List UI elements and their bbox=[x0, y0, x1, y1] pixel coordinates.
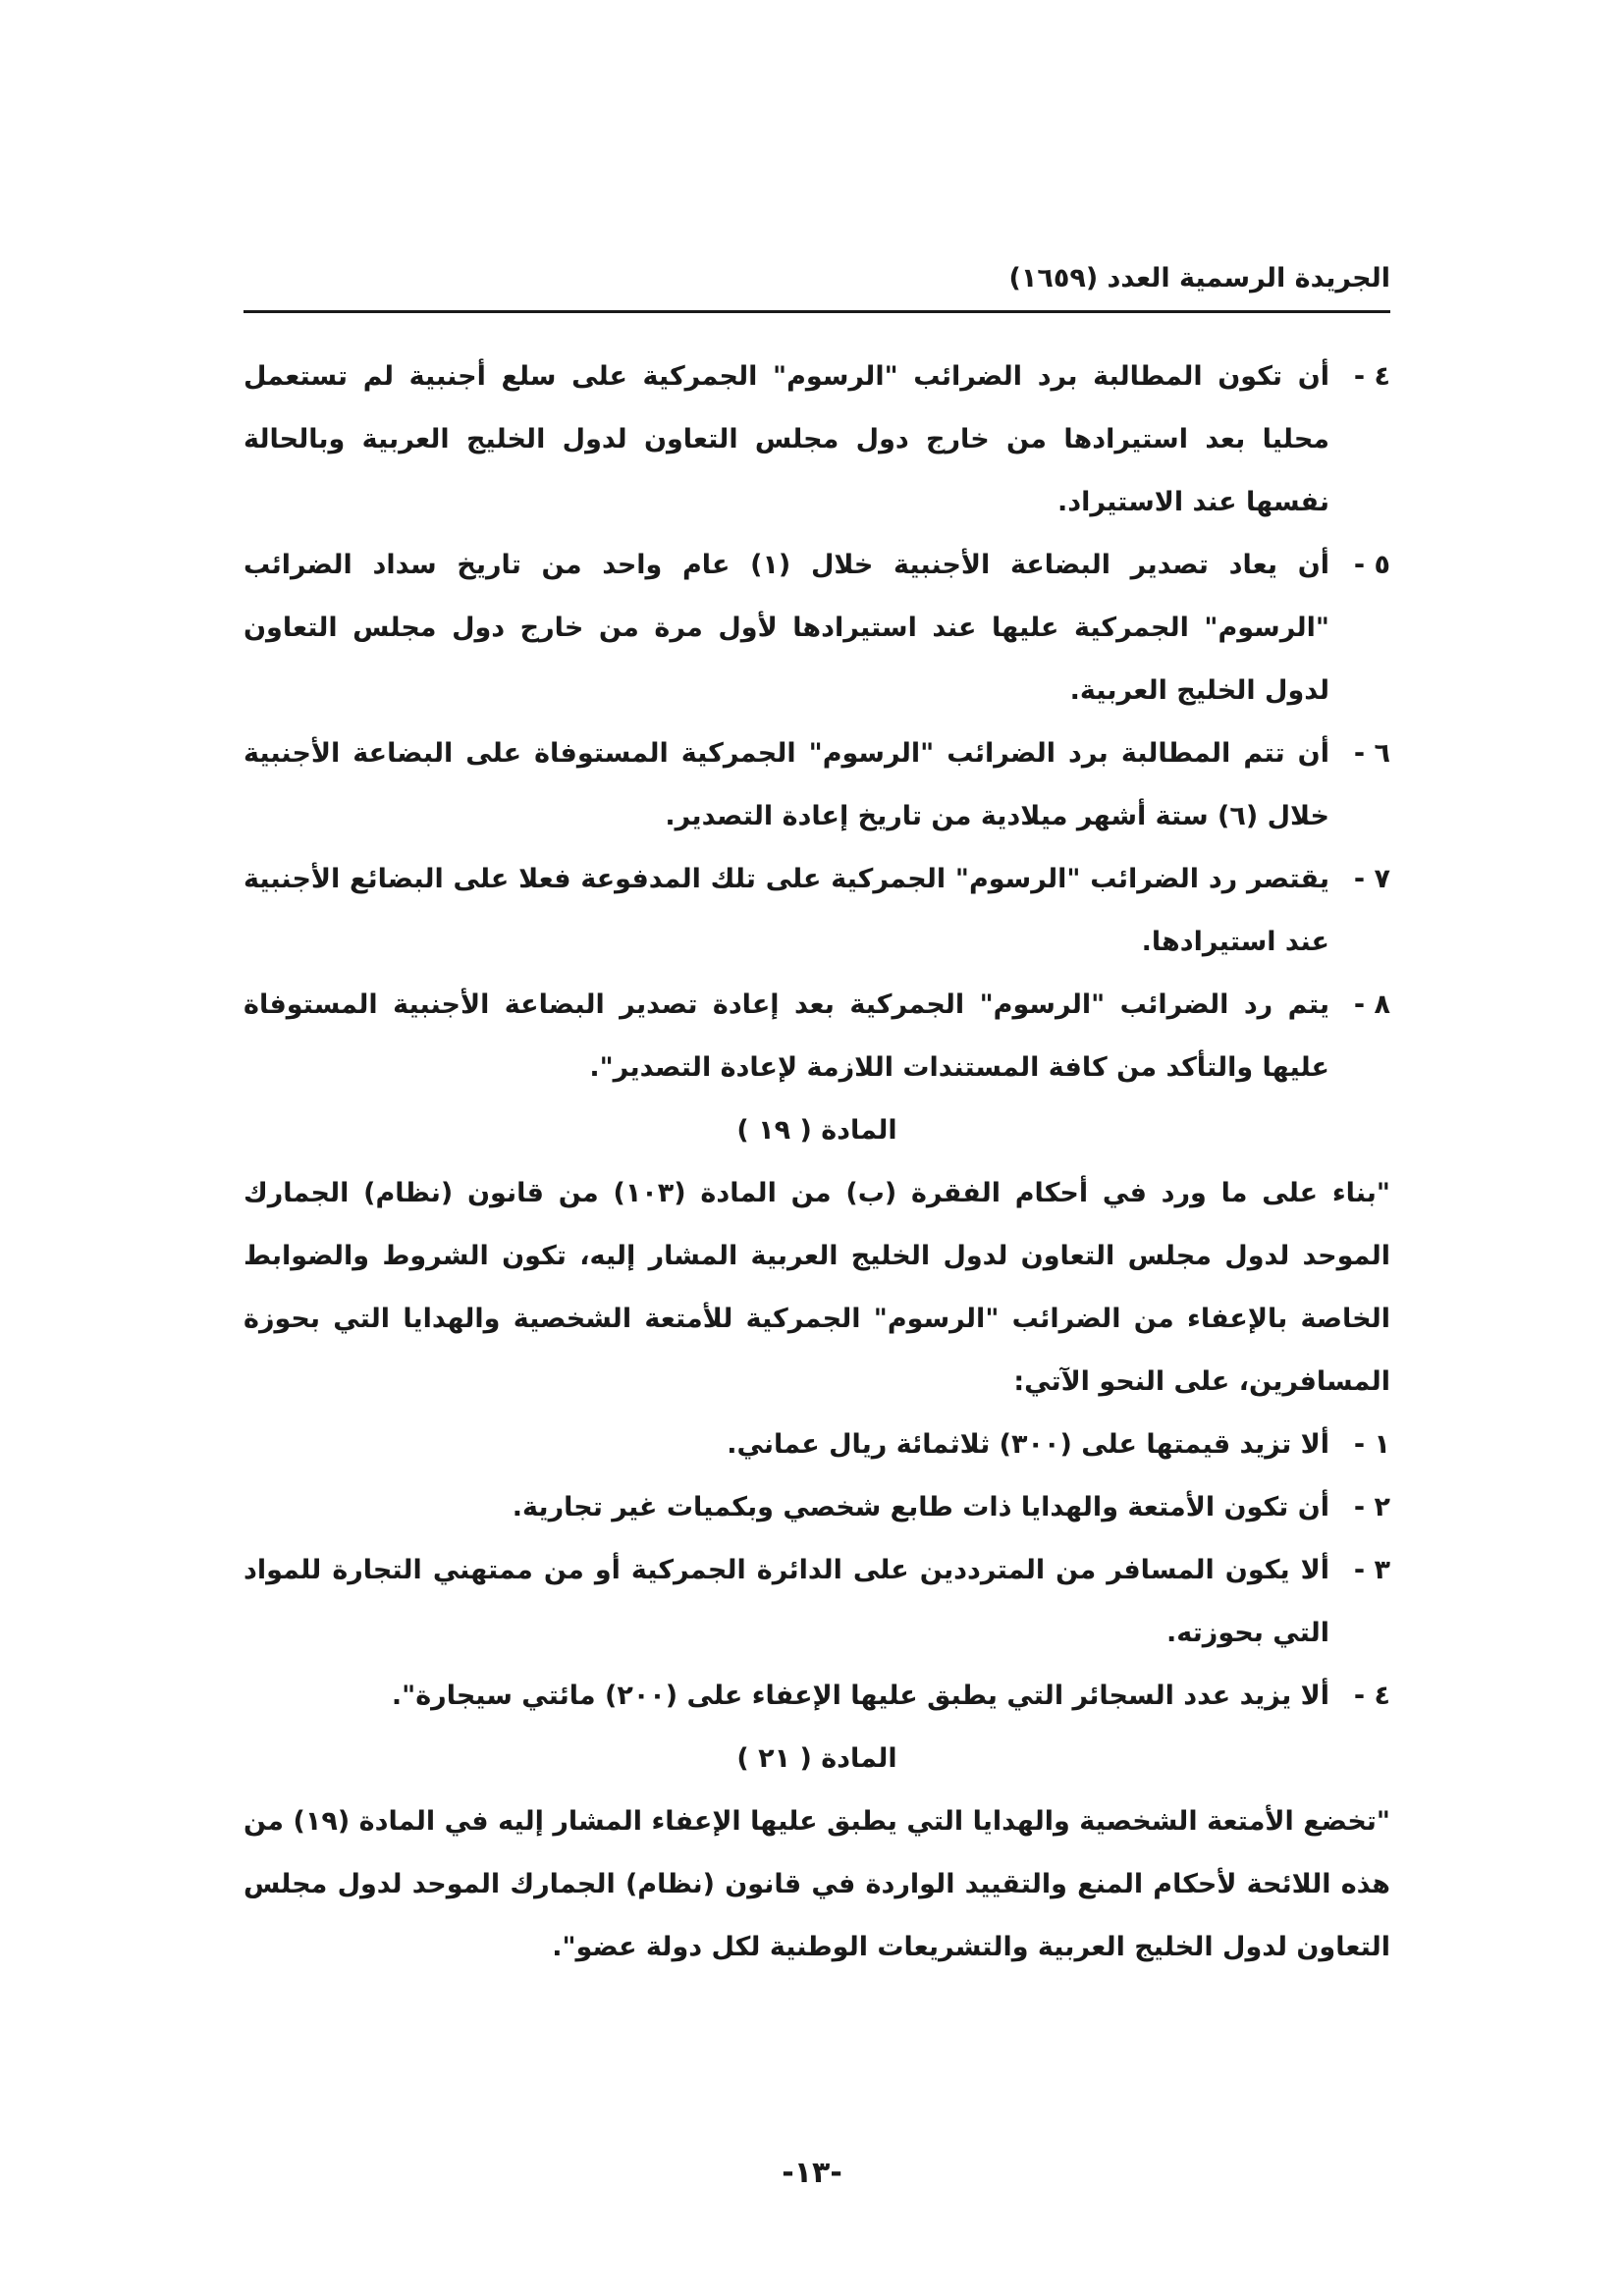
list-item bbox=[244, 346, 1390, 534]
item-text: أن تكون الأمتعة والهدايا ذات طابع شخصي وبكميات غير تجارية. bbox=[512, 1492, 1329, 1522]
item-text: ألا يكون المسافر من المترددين على الدائرة الجمركية أو من ممتهني التجارة للمواد التي بحوزته. bbox=[244, 1555, 1329, 1648]
item-text: أن تتم المطالبة برد الضرائب "الرسوم" الجمركية المستوفاة على البضاعة الأجنبية خلال (٦) ستة أشهر ميلادية من تاريخ إعادة التصدير. bbox=[244, 738, 1329, 831]
item-number: ٧ - bbox=[1353, 864, 1390, 894]
item-text: ألا تزيد قيمتها على (٣٠٠) ثلاثمائة ريال عماني. bbox=[727, 1429, 1329, 1460]
item-text: ألا يزيد عدد السجائر التي يطبق عليها الإعفاء على (٢٠٠) مائتي سيجارة". bbox=[391, 1681, 1329, 1711]
page-number: -١٣- bbox=[782, 2156, 842, 2190]
main-content bbox=[244, 346, 1390, 1979]
article-19-intro: "بناء على ما ورد في أحكام الفقرة (ب) من المادة (١٠٣) من قانون (نظام) الجمارك الموحد لدول مجلس التعاون لدول الخليج العربية المشار إليه، تكون الشروط والضوابط الخاصة بالإعفاء من الضرائب "الرسوم" الجمركية للأمتعة الشخصية والهدايا التي بحوزة المسافرين، على النحو الآتي: bbox=[244, 1178, 1390, 1397]
item-text: يتم رد الضرائب "الرسوم" الجمركية بعد إعادة تصدير البضاعة الأجنبية المستوفاة عليها والتأكد من كافة المستندات اللازمة لإعادة التصدير". bbox=[244, 989, 1329, 1083]
item-number: ٨ - bbox=[1353, 989, 1390, 1020]
list-item bbox=[244, 1476, 1390, 1539]
list-item bbox=[244, 722, 1390, 848]
item-number: ٤ - bbox=[1353, 361, 1390, 392]
item-text: أن يعاد تصدير البضاعة الأجنبية خلال (١) عام واحد من تاريخ سداد الضرائب "الرسوم" الجمركية عليها عند استيرادها لأول مرة من خارج دول مجلس التعاون لدول الخليج العربية. bbox=[244, 550, 1329, 706]
exemption-conditions-list bbox=[244, 1414, 1390, 1728]
page-header bbox=[244, 257, 1390, 300]
list-item bbox=[244, 848, 1390, 974]
article-21-heading: المادة ( ٢١ ) bbox=[736, 1743, 897, 1774]
item-number: ٢ - bbox=[1353, 1492, 1390, 1522]
item-number: ٣ - bbox=[1353, 1555, 1390, 1585]
list-item bbox=[244, 1665, 1390, 1728]
item-text: يقتصر رد الضرائب "الرسوم" الجمركية على تلك المدفوعة فعلا على البضائع الأجنبية عند استيرادها. bbox=[244, 864, 1329, 957]
item-number: ٥ - bbox=[1353, 550, 1390, 580]
gazette-title: الجريدة الرسمية العدد (١٦٥٩) bbox=[1008, 263, 1390, 294]
item-number: ٦ - bbox=[1353, 738, 1390, 769]
conditions-list bbox=[244, 346, 1390, 1099]
list-item bbox=[244, 974, 1390, 1099]
list-item bbox=[244, 1414, 1390, 1476]
list-item bbox=[244, 1539, 1390, 1665]
list-item bbox=[244, 534, 1390, 722]
item-number: ٤ - bbox=[1353, 1681, 1390, 1711]
article-19-heading: المادة ( ١٩ ) bbox=[736, 1115, 897, 1146]
header-divider bbox=[244, 310, 1390, 313]
item-text: أن تكون المطالبة برد الضرائب "الرسوم" الجمركية على سلع أجنبية لم تستعمل محليا بعد استيرادها من خارج دول مجلس التعاون لدول الخليج العربية وبالحالة نفسها عند الاستيراد. bbox=[244, 361, 1329, 517]
item-number: ١ - bbox=[1353, 1429, 1390, 1460]
article-21-text: "تخضع الأمتعة الشخصية والهدايا التي يطبق عليها الإعفاء المشار إليه في المادة (١٩) من هذه اللائحة لأحكام المنع والتقييد الواردة في قانون (نظام) الجمارك الموحد لدول مجلس التعاون لدول الخليج العربية والتشريعات الوطنية لكل دولة عضو". bbox=[244, 1806, 1390, 1962]
